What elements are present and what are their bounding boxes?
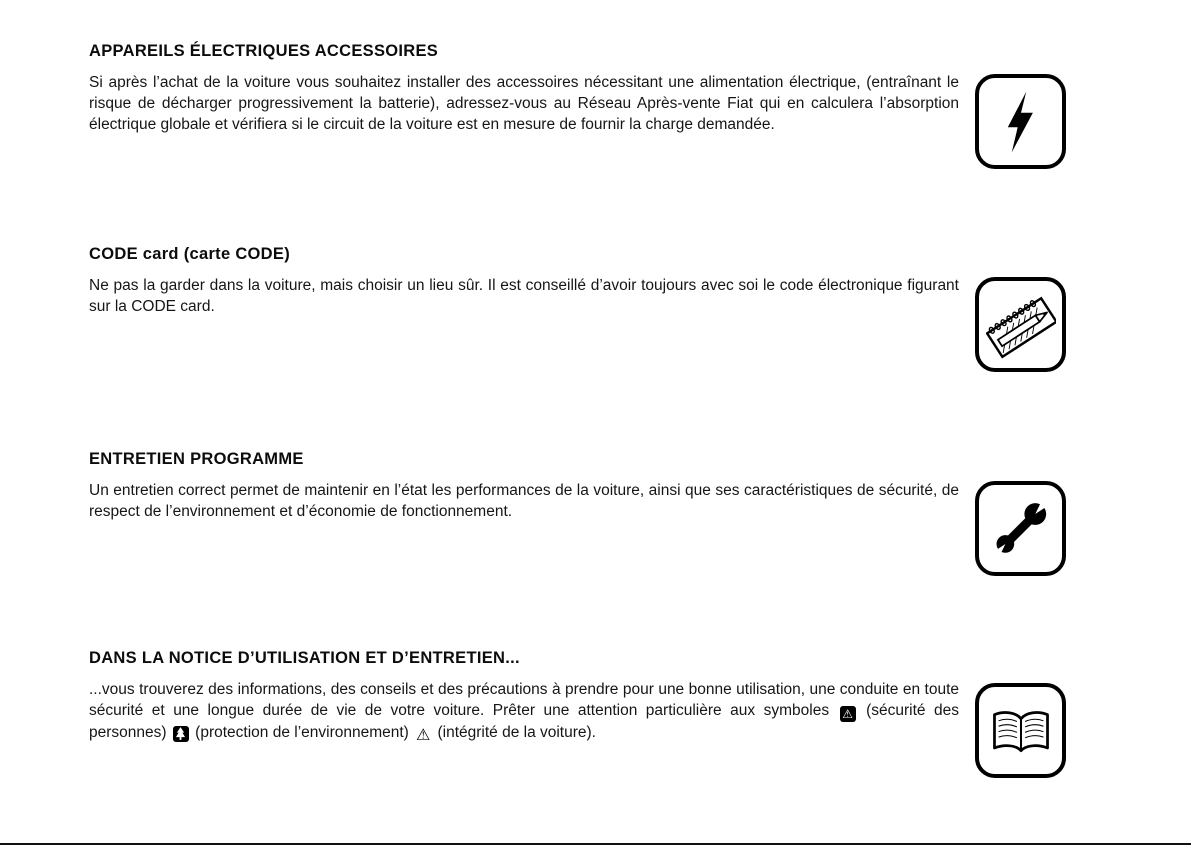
person-safety-icon [840, 706, 856, 722]
warning-glyph: ⚠ [842, 707, 853, 721]
notice-icon-box [975, 683, 1066, 778]
electrical-accessories-icon-box [975, 74, 1066, 169]
code-card-icon-box [975, 277, 1066, 372]
section-body: Un entretien correct permet de maintenir en l’état les performances de la voiture, ainsi que ses caractéristiques de sécurité, de respect de l’environnement et d’économie de fonctionnement. [89, 482, 959, 520]
section-heading: APPAREILS ÉLECTRIQUES ACCESSOIRES [89, 42, 439, 60]
code-card-icon [986, 288, 1056, 362]
environment-tree-icon [173, 726, 189, 742]
section-entretien-programme [89, 450, 959, 522]
tree-icon [175, 727, 186, 740]
safety-label: (sécurité des personnes) [89, 702, 959, 741]
section-heading: ENTRETIEN PROGRAMME [89, 450, 304, 468]
lightning-bolt-icon [988, 85, 1054, 159]
section-body [89, 679, 959, 744]
integrity-label: (intégrité de la voiture). [437, 724, 596, 741]
section-code-card [89, 245, 959, 317]
vehicle-integrity-icon [415, 728, 431, 744]
wrench-icon [987, 493, 1055, 565]
section-electrical-accessories [89, 42, 959, 135]
section-heading: CODE card (carte CODE) [89, 245, 290, 263]
open-book-icon [987, 696, 1055, 766]
section-body: Ne pas la garder dans la voiture, mais choisir un lieu sûr. Il est conseillé d’avoir toujours avec soi le code électronique figurant sur la CODE card. [89, 277, 959, 315]
section-notice-utilisation [89, 649, 959, 744]
section-body: Si après l’achat de la voiture vous souhaitez installer des accessoires nécessitant une alimentation électrique, (entraînant le risque de décharger progressivement la batterie), adressez-vous au Réseau Après-vente Fiat qui en calculera l’absorption électrique globale et vérifiera si le circuit de la voiture est en mesure de fournir la charge demandée. [89, 74, 959, 133]
section-heading: DANS LA NOTICE D’UTILISATION ET D’ENTRETIEN... [89, 649, 520, 667]
entretien-icon-box [975, 481, 1066, 576]
environment-label: (protection de l’environnement) [195, 724, 409, 741]
triangle-glyph: ⚠ [415, 727, 431, 744]
body-intro: ...vous trouverez des informations, des conseils et des précautions à prendre pour une bonne utilisation, une conduite en toute sécurité et une longue durée de vie de votre voiture. Prêter une attention particulière aux symboles [89, 681, 959, 719]
